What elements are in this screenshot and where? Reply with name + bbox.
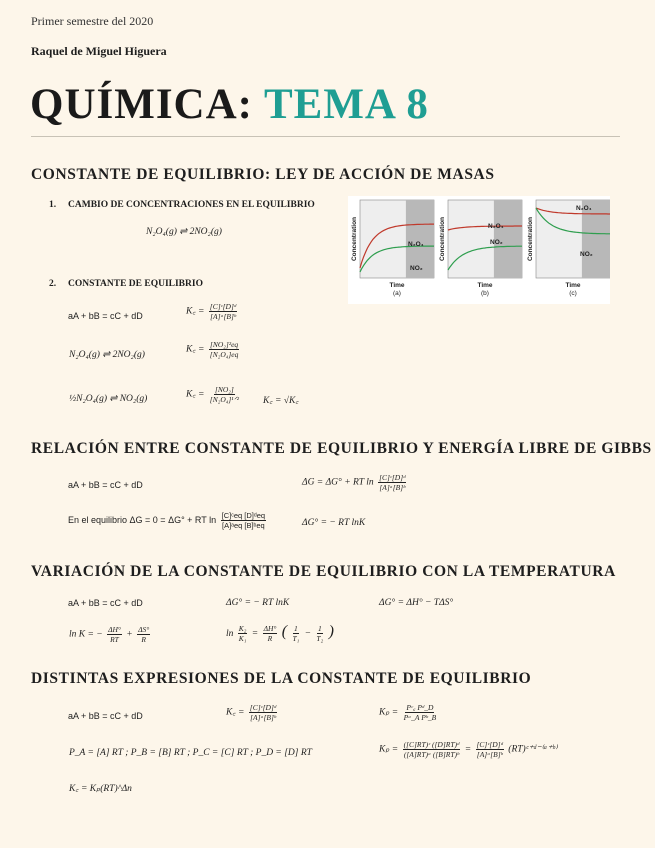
equation-kp (379, 703, 439, 722)
fraction-numerator: [C]ᶜ[D]ᵈ (249, 703, 277, 712)
x-axis-label: Time (477, 282, 493, 289)
fraction-numerator: ([C]RT)ᶜ ([D]RT)ᵈ (403, 740, 460, 749)
fraction-denominator: [A]ᵃ[B]ᵇ (250, 713, 276, 722)
equation-kp-expanded (379, 740, 557, 759)
semester-label: Primer semestre del 2020 (31, 14, 154, 28)
fraction-denominator: R (267, 634, 273, 644)
section-heading-gibbs: RELACIÓN ENTRE CONSTANTE DE EQUILIBRIO Y ENERGÍA LIBRE DE GIBBS (31, 440, 652, 457)
fraction-denominator: ([A]RT)ᵃ ([B]RT)ᵇ (403, 750, 460, 759)
open-paren: ( (281, 623, 288, 640)
panel-tag: (a) (393, 290, 401, 297)
fraction-numerator: [C]ᶜeq [D]ᵈeq (221, 511, 266, 520)
figure-panels (351, 200, 610, 297)
fraction-denominator: T₁ (292, 634, 300, 644)
operator: = (251, 629, 259, 639)
kp-label: Kₚ = (379, 744, 399, 755)
item-title-concentration-change: CAMBIO DE CONCENTRACIONES EN EL EQUILIBRIO (68, 200, 315, 210)
equation-kc (226, 703, 279, 722)
equation-equilibrium-gibbs (68, 511, 268, 530)
fraction-denominator: Pᵃ_A Pᵇ_B (403, 713, 437, 722)
fraction-denominator: T₂ (316, 634, 324, 644)
equation-kc-half (186, 385, 242, 404)
ln-prefix: ln (226, 629, 234, 639)
equation-gibbs-enthalpy: ΔG° = ΔH° − TΔS° (379, 598, 454, 608)
fraction (263, 624, 278, 643)
title-rule (31, 136, 620, 137)
section-heading-expressions: DISTINTAS EXPRESIONES DE LA CONSTANTE DE EQUILIBRIO (31, 670, 532, 687)
fraction-numerator: 1 (317, 624, 322, 634)
species-label: NO₂ (490, 239, 503, 246)
fraction-denominator: RT (110, 635, 119, 644)
x-axis-label: Time (389, 282, 405, 289)
species-label: NO₂ (580, 251, 593, 258)
close-paren: ) (328, 623, 334, 640)
equation-general-reaction: aA + bB = cC + dD (68, 311, 143, 321)
equation-ln-k (69, 625, 152, 644)
equation-kc-kp-relation: K꜀ = Kₚ(RT)^Δn (69, 784, 132, 794)
fraction (209, 385, 240, 404)
fraction-denominator: [A]ᵃ[B]ᵇ (379, 483, 406, 492)
kp-label: Kₚ = (379, 707, 399, 718)
fraction-numerator: Pᶜ꜀ Pᵈ_D (406, 703, 434, 712)
kc-label: K꜀ = (226, 707, 245, 718)
species-label: N₂O₄ (488, 223, 504, 230)
equation-general-reaction: aA + bB = cC + dD (68, 598, 143, 608)
fraction (249, 703, 277, 722)
fraction (238, 624, 248, 643)
fraction-denominator: [A]ᵃ[B]ᵇ (476, 750, 503, 759)
y-axis-label: Concentration (351, 216, 358, 262)
species-label: N₂O₄ (576, 205, 592, 212)
species-label: N₂O₄ (408, 241, 424, 248)
equation-general-reaction: aA + bB = cC + dD (68, 711, 143, 721)
fraction-denominator: R (141, 635, 146, 644)
rt-exponent-term: (RT)ᶜ⁺ᵈ⁻⁽ᵃ⁺ᵇ⁾ (508, 744, 558, 755)
fraction (209, 340, 240, 359)
fraction-numerator: ΔH° (263, 624, 277, 634)
item-title-equilibrium-constant: CONSTANTE DE EQUILIBRIO (68, 279, 203, 289)
fraction (291, 624, 300, 643)
y-axis-label: Concentration (439, 216, 446, 262)
fraction (476, 740, 504, 759)
fraction (221, 511, 266, 530)
equation-partial-pressures: P_A = [A] RT ; P_B = [B] RT ; P_C = [C] RT ; P_D = [D] RT (69, 748, 312, 758)
fraction-numerator: K₂ (238, 624, 247, 634)
delta-g-prefix: ΔG = ΔG° + RT ln (302, 477, 374, 488)
operator: + (126, 629, 133, 640)
fraction (107, 625, 122, 644)
title-main: QUÍMICA: (30, 81, 253, 128)
fraction-denominator: [A]ᵃ[B]ᵇ (210, 312, 236, 321)
item-number: 2. (49, 279, 57, 289)
equation-general-reaction: aA + bB = cC + dD (68, 480, 143, 490)
concentration-time-figure (348, 196, 610, 304)
equilibrium-prefix: En el equilibrio ΔG = 0 = ΔG° + RT ln (68, 514, 217, 525)
equation-kc-sqrt: K꜀ = √K꜀ (263, 396, 299, 406)
equation-vant-hoff (226, 623, 334, 643)
equation-kc-n2o4 (186, 340, 241, 359)
fraction-numerator: [NO₂] (214, 385, 234, 394)
panel-tag: (c) (569, 290, 577, 297)
y-axis-label: Concentration (527, 216, 534, 262)
fraction (403, 703, 438, 722)
equation-delta-g-standard: ΔG° = − RT lnK (226, 598, 290, 608)
fraction (209, 302, 237, 321)
kc-label: K꜀ = (186, 306, 205, 317)
section-heading-equilibrium: CONSTANTE DE EQUILIBRIO: LEY DE ACCIÓN DE MASAS (31, 166, 495, 183)
fraction-numerator: [C]ᶜ[D]ᵈ (379, 473, 406, 482)
fraction-denominator: K₁ (238, 634, 247, 644)
fraction (403, 740, 461, 759)
fraction-numerator: [C]ᶜ[D]ᵈ (476, 740, 503, 749)
fraction-numerator: [NO₂]²eq (209, 340, 239, 349)
equation-delta-g-standard: ΔG° = − RT lnK (302, 518, 366, 528)
fraction (378, 473, 406, 492)
section-heading-temperature: VARIACIÓN DE LA CONSTANTE DE EQUILIBRIO CON LA TEMPERATURA (31, 563, 616, 580)
fraction (315, 624, 324, 643)
kc-label: K꜀ = (186, 389, 205, 400)
equation-half-reaction: ½N₂O₄(g) ⇌ NO₂(g) (69, 394, 148, 404)
fraction-numerator: 1 (293, 624, 298, 634)
operator: − (304, 629, 312, 639)
item-number: 1. (49, 200, 57, 210)
x-axis-label: Time (565, 282, 581, 289)
page-title (30, 80, 429, 129)
fraction-numerator: ΔS° (138, 625, 150, 634)
author-name: Raquel de Miguel Higuera (31, 44, 167, 58)
fraction (137, 625, 150, 644)
operator: = (464, 744, 472, 755)
fraction-numerator: [C]ᶜ[D]ᵈ (209, 302, 237, 311)
equation-dissociation: N₂O₄(g) ⇌ 2NO₂(g) (146, 227, 222, 237)
equation-delta-g (302, 473, 408, 492)
fraction-denominator: [N₂O₄]¹ᐟ² (209, 395, 239, 404)
ln-k-prefix: ln K = − (69, 629, 103, 640)
fraction-denominator: [A]ᵃeq [B]ᵇeq (221, 521, 265, 530)
equation-n2o4-reaction: N₂O₄(g) ⇌ 2NO₂(g) (69, 350, 145, 360)
species-label: NO₂ (410, 265, 423, 272)
fraction-numerator: ΔH° (108, 625, 121, 634)
title-accent: TEMA 8 (263, 81, 429, 128)
fraction-denominator: [N₂O₄]eq (209, 350, 239, 359)
equation-kc-general (186, 302, 239, 321)
panel-tag: (b) (481, 290, 489, 297)
kc-label: K꜀ = (186, 344, 205, 355)
